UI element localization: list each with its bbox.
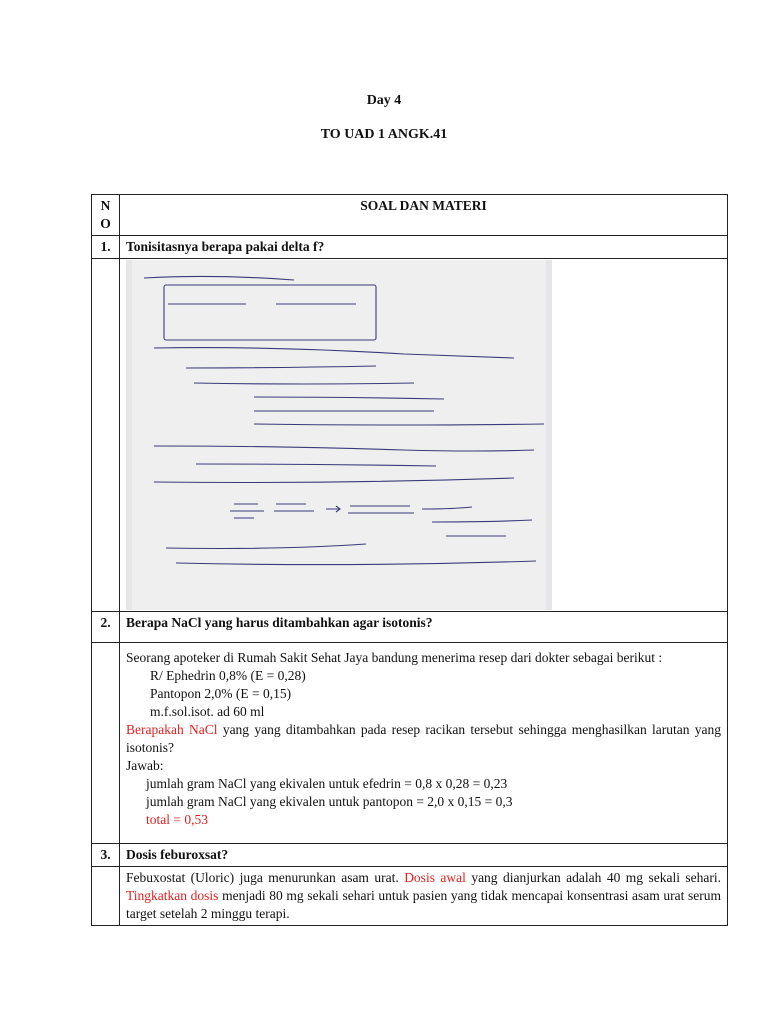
- answer-line: jumlah gram NaCl yang ekivalen untuk efedrin = 0,8 x 0,28 = 0,23: [146, 776, 508, 791]
- doc-title: TO UAD 1 ANGK.41: [320, 127, 448, 142]
- table-row: [92, 844, 728, 867]
- table-row: [92, 867, 728, 926]
- table-row: [92, 236, 728, 259]
- answer-total: total = 0,53: [146, 812, 208, 827]
- question-rest: yang yang ditambahkan pada resep racikan tersebut sehingga menghasilkan larutan yang isotonis?: [126, 722, 722, 755]
- col-main-header: SOAL DAN MATERI: [120, 195, 728, 236]
- answer-text: menjadi 80 mg sekali sehari untuk pasien yang tidak mencapai konsentrasi asam urat serum target setelah 2 minggu terapi.: [126, 888, 722, 921]
- table-row: [92, 259, 728, 612]
- rx-line: Pantopon 2,0% (E = 0,15): [150, 686, 292, 701]
- handwritten-notes-photo: [126, 260, 552, 610]
- question-table: [91, 194, 728, 926]
- case-intro: Seorang apoteker di Rumah Sakit Sehat Jaya bandung menerima resep dari dokter sebagai berikut :: [126, 650, 663, 665]
- highlight-text: Tingkatkan dosis: [126, 888, 219, 903]
- empty-cell: [92, 259, 120, 612]
- answer-label: Jawab:: [126, 758, 164, 773]
- question-text: Berapa NaCl yang harus ditambahkan agar isotonis?: [120, 612, 728, 643]
- rx-line: R/ Ephedrin 0,8% (E = 0,28): [150, 668, 306, 683]
- answer-cell: [120, 643, 728, 844]
- table-row: [92, 612, 728, 643]
- empty-cell: [92, 867, 120, 926]
- col-no-line2: O: [100, 216, 111, 231]
- answer-line: jumlah gram NaCl yang ekivalen untuk pantopon = 2,0 x 0,15 = 0,3: [146, 794, 513, 809]
- case-question: [126, 721, 721, 757]
- doc-day: Day 4: [366, 93, 402, 108]
- notes-drawing: [126, 260, 552, 610]
- highlight-text: Dosis awal: [404, 870, 466, 885]
- col-no-line1: N: [100, 198, 111, 213]
- table-header-row: [92, 195, 728, 236]
- row-number: 3.: [92, 844, 120, 867]
- rx-line: m.f.sol.isot. ad 60 ml: [150, 704, 265, 719]
- row-number: 2.: [92, 612, 120, 643]
- question-text: Dosis feburoxsat?: [120, 844, 728, 867]
- highlight-text: Berapakah NaCl: [126, 722, 218, 737]
- answer-text: Febuxostat (Uloric) juga menurunkan asam urat.: [126, 870, 399, 885]
- answer-text: yang dianjurkan adalah 40 mg sekali sehari.: [471, 870, 721, 885]
- question-text: Tonisitasnya berapa pakai delta f?: [120, 236, 728, 259]
- answer-cell: [120, 867, 728, 926]
- empty-cell: [92, 643, 120, 844]
- col-no-header: [92, 195, 120, 236]
- photo-cell: [120, 259, 728, 612]
- table-row: [92, 643, 728, 844]
- row-number: 1.: [92, 236, 120, 259]
- answer-paragraph: [126, 869, 721, 923]
